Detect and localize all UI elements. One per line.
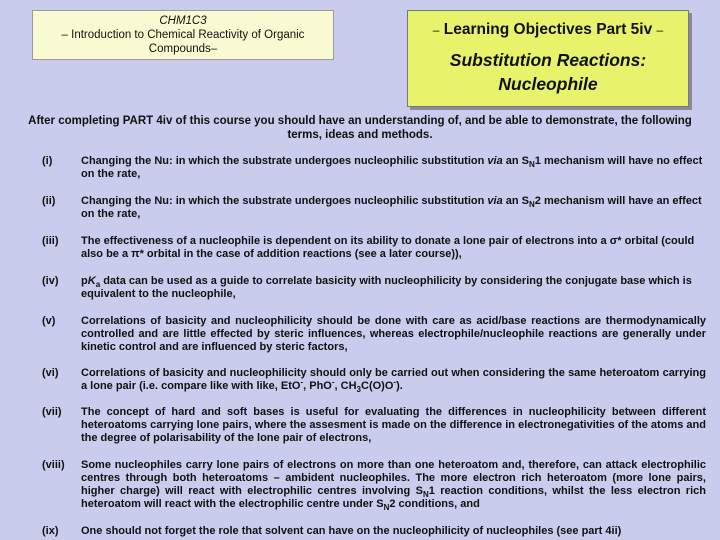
objective-text: Changing the Nu: in which the substrate undergoes nucleophilic substitution via an $S_N2$ mechanism will have an effect on the rate,	[81, 195, 702, 220]
objective-text: The effectiveness of a nucleophile is dependent on its ability to donate a lone pair of electrons into a σ* orbital (could also be a π* orbital in the case of addition reactions (see a later course)),	[81, 235, 695, 260]
objective-number: (ii)	[42, 195, 56, 207]
learning-objectives-title	[408, 21, 688, 39]
course-title-line2: Compounds–	[148, 43, 218, 55]
learning-objectives-header-box	[407, 10, 689, 107]
course-header-box	[32, 10, 334, 60]
objective-text: $pK_a$ data can be used as a guide to correlate basicity with nucleophilicity by considering the conjugate base which is equivalent to the nucleophile,	[81, 275, 692, 300]
objective-text: Correlations of basicity and nucleophilicity should only be carried out when considering the same heteroatom carrying a lone pair (i.e. compare like with like, EtO-, PhO-, $CH_3C(O)O^-$).	[81, 367, 706, 395]
objective-number: (viii)	[42, 459, 65, 471]
objective-number: (iv)	[42, 275, 59, 287]
objective-text: The concept of hard and soft bases is useful for evaluating the differences in nucleophilicity between different heteroatoms carrying lone pairs, where the assesment is made on the difference in electronegativities of the atoms and the degree of polarisability of the lone pair of electrons,	[81, 406, 706, 444]
intro-line1: After completing PART 4iv of this course you should have an understanding of, and be able to demonstrate, the following	[28, 115, 692, 127]
title-text: Learning Objectives Part 5iv	[443, 21, 653, 38]
objective-number: (i)	[42, 155, 53, 167]
objective-number: (v)	[42, 315, 56, 327]
objective-text: Some nucleophiles carry lone pairs of electrons on more than one heteroatom and, therefore, can attack electrophilic centres through both heteroatoms – ambident nucleophiles. The more electron rich heteroatom (more lone pairs, higher charge) will react with electrophilic centres involving $S_N1$ reaction conditions, whilst the less electron rich heteroatom will react with the electrophilic centre under $S_N2$ conditions, and	[81, 459, 706, 513]
objective-number: (vi)	[42, 367, 59, 379]
intro-line2: terms, ideas and methods.	[287, 129, 433, 141]
objective-number: (ix)	[42, 525, 59, 537]
title-dash-right: –	[656, 23, 664, 37]
objective-text: Changing the Nu: in which the substrate undergoes nucleophilic substitution via an $S_N1$ mechanism will have no effect on the rate,	[81, 155, 703, 180]
course-title-line1: – Introduction to Chemical Reactivity of Organic	[61, 29, 305, 41]
subtitle-line2: Nucleophile	[498, 74, 598, 94]
subtitle-line1: Substitution Reactions:	[449, 50, 647, 70]
objective-text: One should not forget the role that solvent can have on the nucleophilicity of nucleophiles (see part 4ii)	[81, 525, 622, 537]
section-subtitle	[408, 48, 688, 96]
objective-text: Correlations of basicity and nucleophilicity should be done with care as acid/base reactions are thermodynamically controlled and are little effected by steric influences, whereas electrophile/nucleophile reactions are generally under kinetic control and are influenced by steric factors,	[81, 315, 706, 353]
title-dash-left: –	[432, 23, 440, 37]
objective-number: (iii)	[42, 235, 59, 247]
objective-number: (vii)	[42, 406, 62, 418]
intro-paragraph	[8, 114, 712, 142]
course-code: CHM1C3	[159, 15, 207, 27]
